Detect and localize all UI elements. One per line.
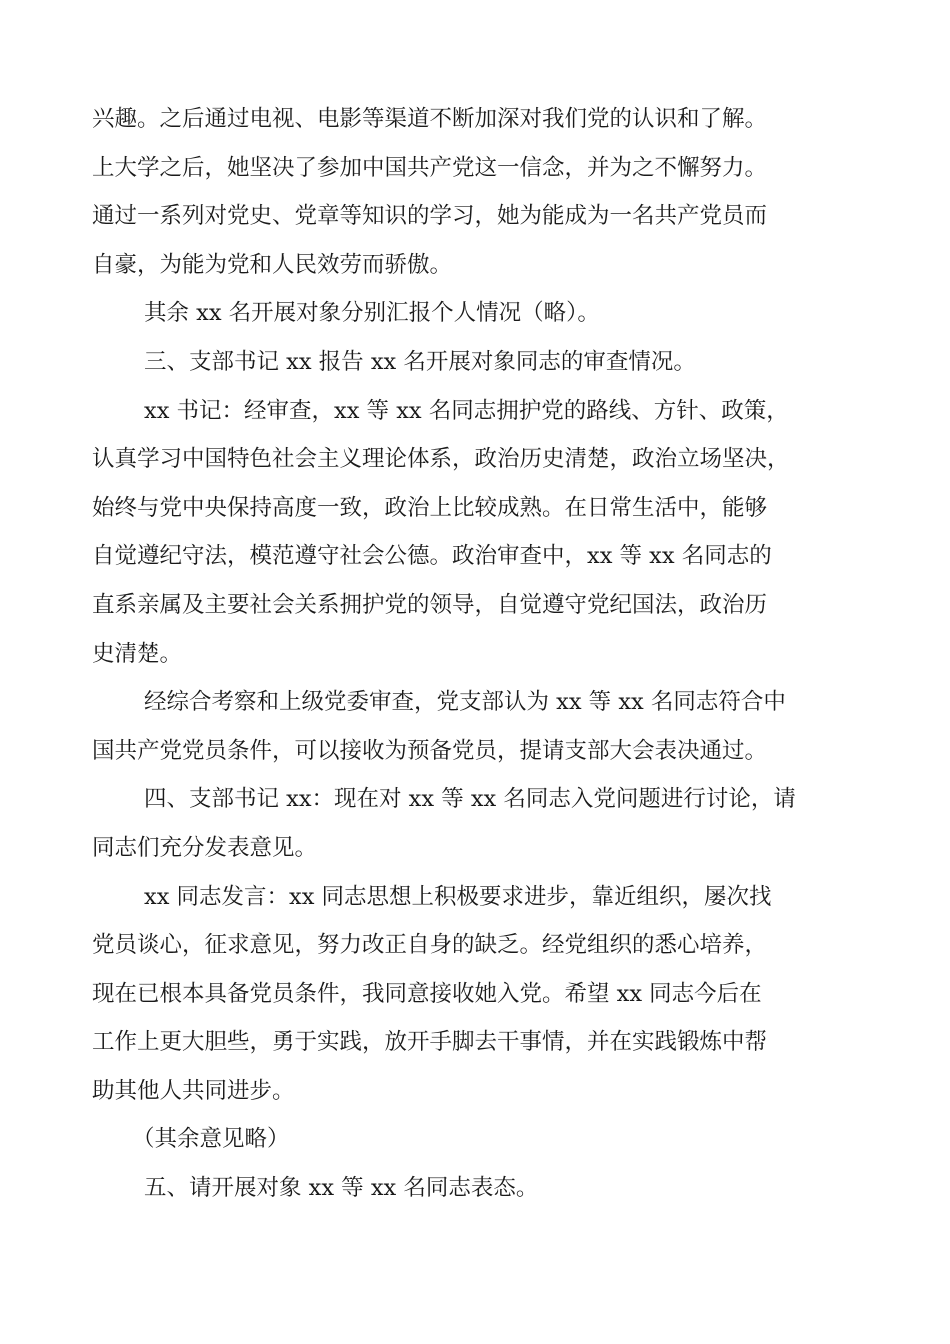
text-line: 同志们充分发表意见。	[92, 834, 318, 861]
text-line: 五、请开展对象 xx 等 xx 名同志表态。	[144, 1175, 539, 1202]
text-line: 助其他人共同进步。	[92, 1077, 295, 1104]
paragraph-review	[92, 387, 872, 679]
text-line: （其余意见略）	[132, 1126, 290, 1153]
paragraph-continuation	[92, 95, 872, 289]
section-heading-5	[92, 1164, 872, 1213]
text-line: 认真学习中国特色社会主义理论体系，政治历史清楚，政治立场坚决，	[92, 446, 790, 473]
text-line: 自觉遵纪守法，模范遵守社会公德。政治审查中，xx 等 xx 名同志的	[92, 543, 772, 570]
text-line: 自豪，为能为党和人民效劳而骄傲。	[92, 251, 453, 278]
text-line: 现在已根本具备党员条件，我同意接收她入党。希望 xx 同志今后在	[92, 980, 762, 1007]
paragraph-other-opinions	[92, 1115, 872, 1164]
text-line: xx 书记：经审查，xx 等 xx 名同志拥护党的路线、方针、政策，	[144, 397, 789, 424]
text-line: xx 同志发言：xx 同志思想上积极要求进步，靠近组织，屡次找	[144, 883, 772, 910]
text-line: 其余 xx 名开展对象分别汇报个人情况（略）。	[144, 300, 600, 327]
paragraph-conclusion	[92, 678, 872, 775]
text-line: 三、支部书记 xx 报告 xx 名开展对象同志的审查情况。	[144, 348, 696, 375]
text-line: 经综合考察和上级党委审查，党支部认为 xx 等 xx 名同志符合中	[144, 689, 786, 716]
document-body	[92, 95, 872, 1213]
text-line: 工作上更大胆些，勇于实践，放开手脚去干事情，并在实践锻炼中帮	[92, 1029, 768, 1056]
text-line: 史清楚。	[92, 640, 183, 667]
text-line: 兴趣。之后通过电视、电影等渠道不断加深对我们党的认识和了解。	[92, 106, 768, 132]
paragraph-speech	[92, 873, 872, 1116]
text-line: 通过一系列对党史、党章等知识的学习，她为能成为一名共产党员而	[92, 203, 768, 230]
section-heading-3	[92, 338, 872, 387]
text-line: 国共产党党员条件，可以接收为预备党员，提请支部大会表决通过。	[92, 737, 768, 764]
text-line: 直系亲属及主要社会关系拥护党的领导，自觉遵守党纪国法，政治历	[92, 591, 768, 618]
text-line: 四、支部书记 xx：现在对 xx 等 xx 名同志入党问题进行讨论，请	[144, 786, 796, 813]
paragraph-other-reports	[92, 289, 872, 338]
text-line: 党员谈心，征求意见，努力改正自身的缺乏。经党组织的悉心培养，	[92, 932, 768, 959]
text-line: 始终与党中央保持高度一致，政治上比较成熟。在日常生活中，能够	[92, 494, 768, 521]
text-line: 上大学之后，她坚决了参加中国共产党这一信念，并为之不懈努力。	[92, 154, 768, 181]
section-heading-4	[92, 775, 872, 872]
